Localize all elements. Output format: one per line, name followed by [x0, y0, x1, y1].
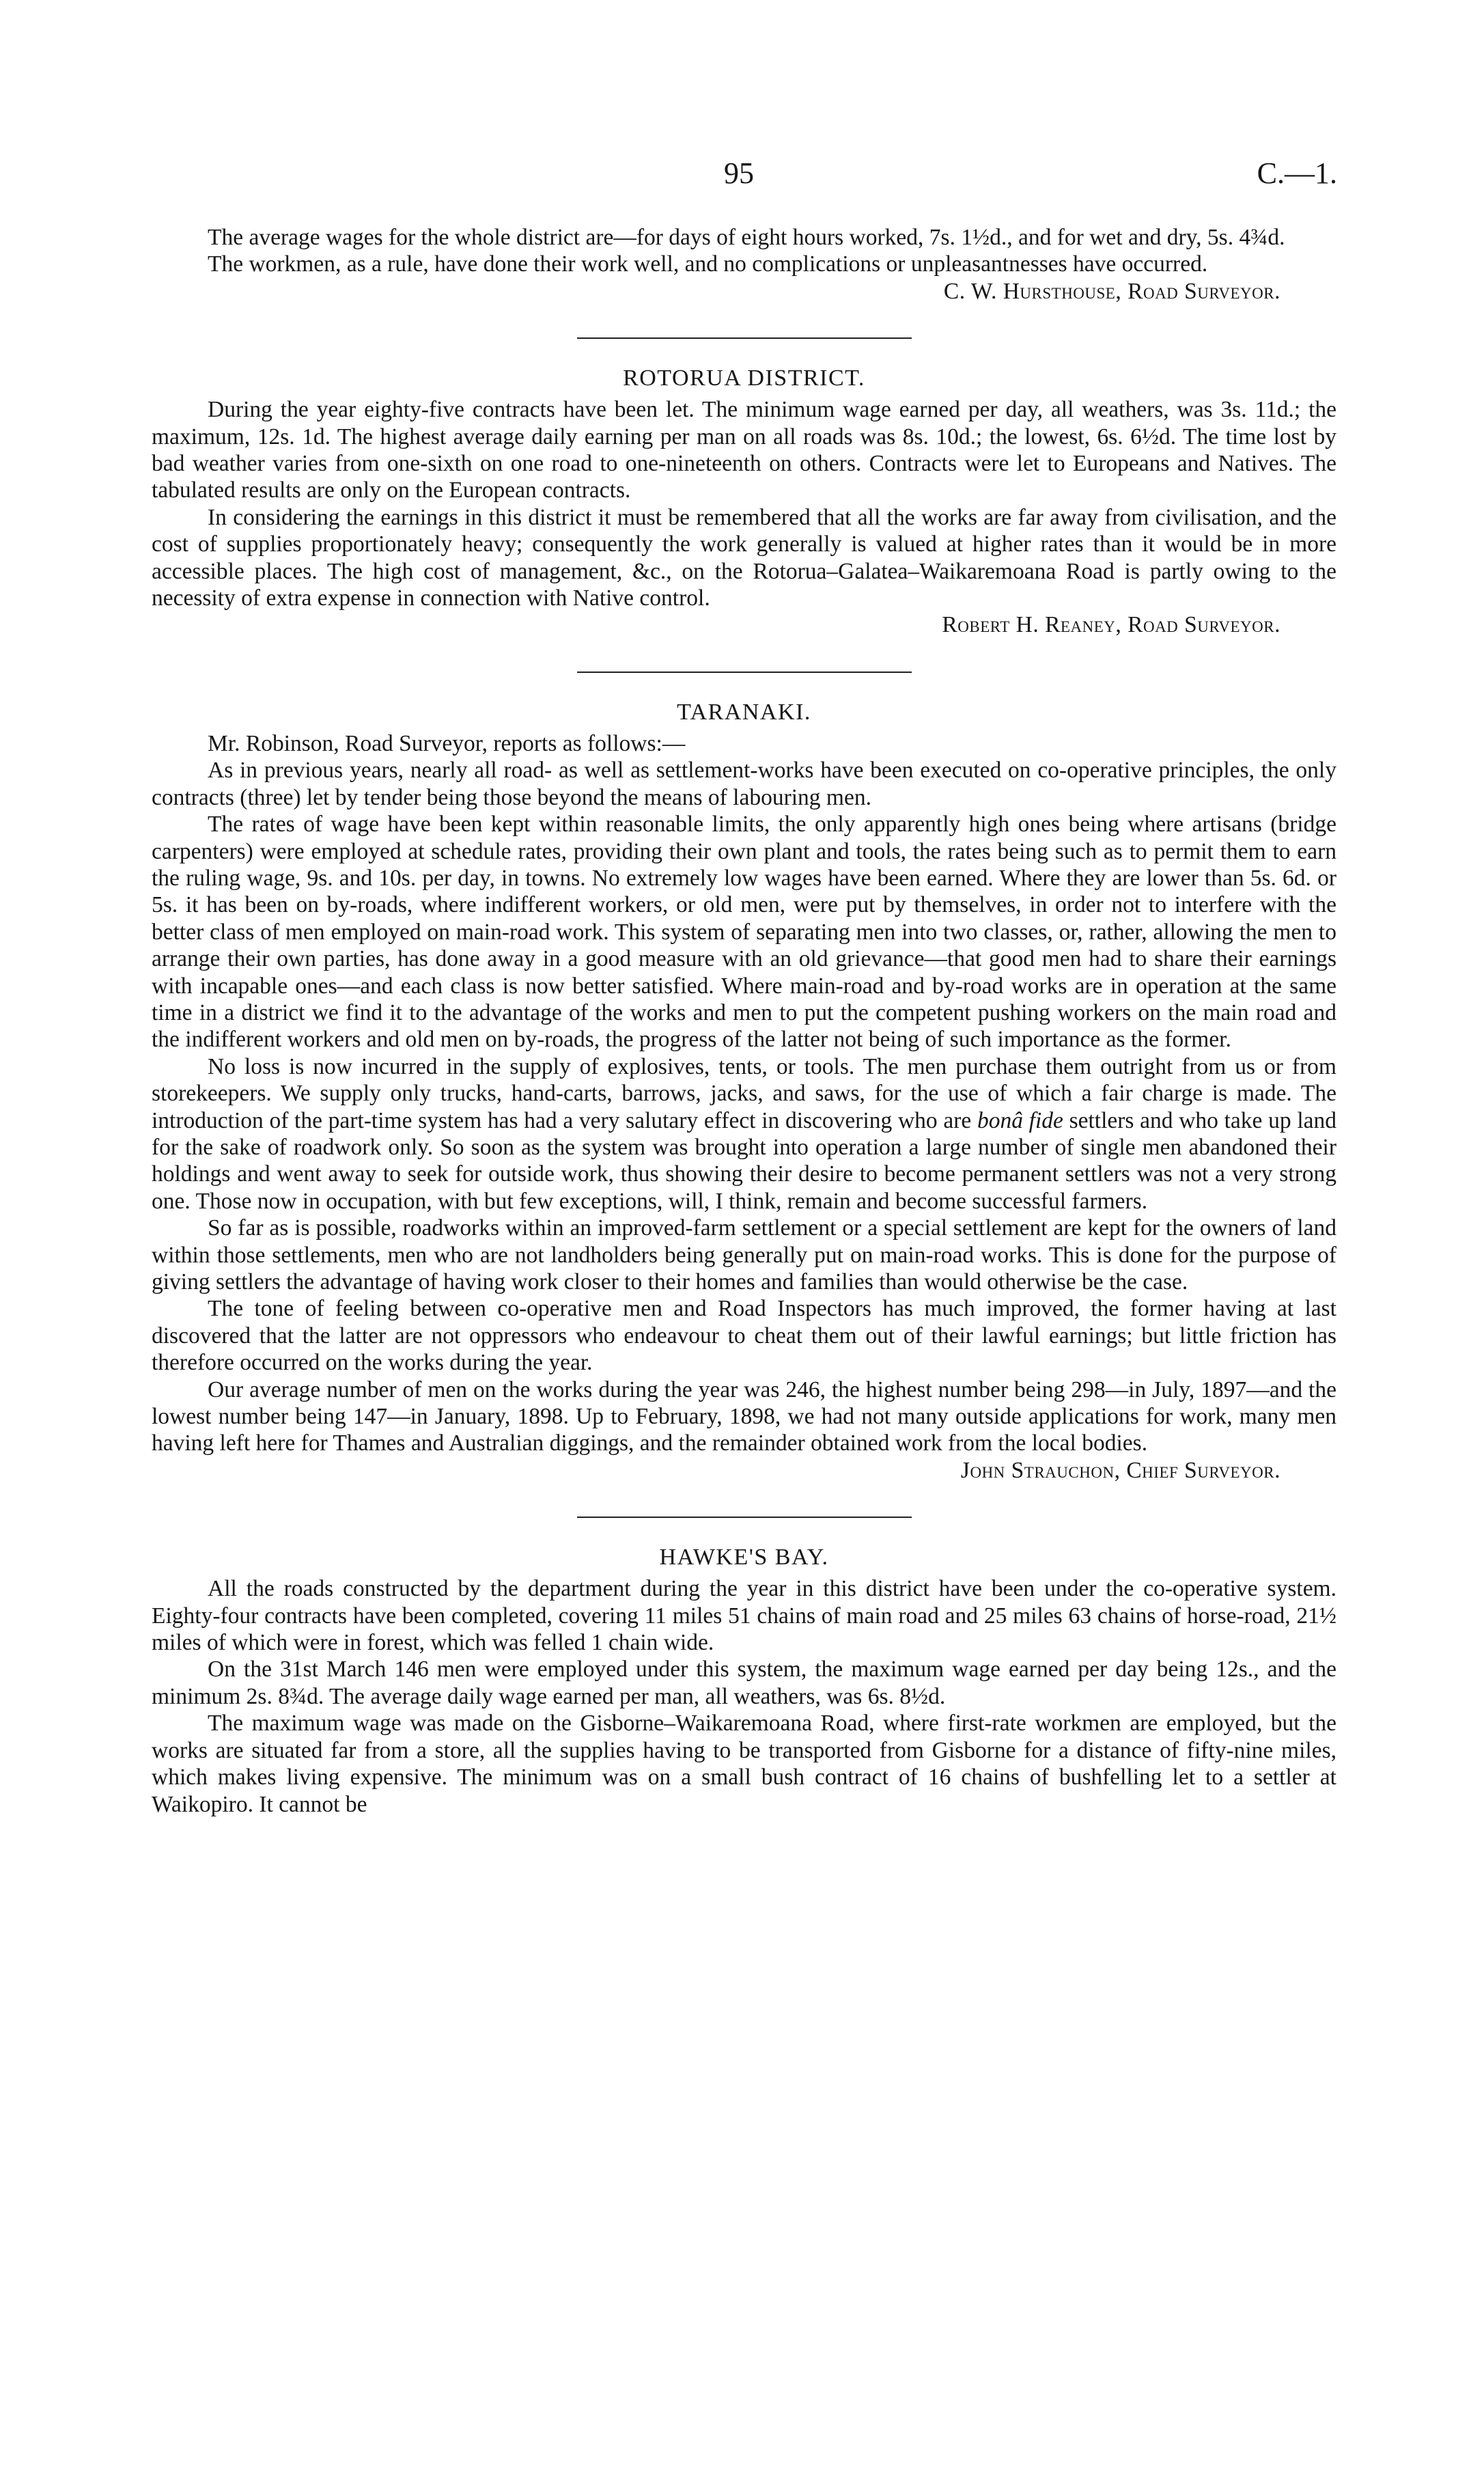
signature: C. W. Hursthouse, Road Surveyor.	[943, 278, 1280, 304]
page-header	[0, 156, 1484, 197]
paragraph: On the 31st March 146 men were employed under this system, the maximum wage earned per day being 12s., and the minimum 2s. 8¾d. The average daily wage earned per man, all weathers, was 6s. 8½d.	[152, 1657, 1336, 1709]
signature: Robert H. Reaney, Road Surveyor.	[942, 612, 1280, 638]
paragraph: The rates of wage have been kept within reasonable limits, the only apparently high ones being where artisans (bridge carpenters) were employed at schedule rates, providing their own plant and tools, the rates being such as to permit them to earn the ruling wage, 9s. and 10s. per day, in towns. No extremely low wages have been earned. Where they are lower than 5s. 6d. or 5s. it has been on by-roads, where indifferent workers, or old men, were put by themselves, in order not to interfere with the better class of men employed on main-road work. This system of separating men into two classes, or, rather, allowing the men to arrange their own parties, has done away in a good measure with an old grievance—that good men had to share their earnings with incapable ones—and each class is now better satisfied. Where main-road and by-road works are in operation at the same time in a district we find it to the advantage of the works and men to put the competent pushing workers on the main road and the indifferent workers and old men on by-roads, the progress of the latter not being of such importance as the former.	[152, 812, 1336, 1053]
paragraph: The average wages for the whole district are—for days of eight hours worked, 7s. 1½d., and for wet and dry, 5s. 4¾d.	[208, 225, 1285, 250]
paragraph: The tone of feeling between co-operative men and Road Inspectors has much improved, the former having at last discovered that the latter are not oppressors who endeavour to cheat them out of their lawful earnings; but little friction has therefore occurred on the works during the year.	[152, 1296, 1336, 1376]
paragraph: In considering the earnings in this district it must be remembered that all the works are far away from civilisation, and the cost of supplies proportionately heavy; consequently the work generally is valued at higher rates than it would be in more accessible places. The high cost of management, &c., on the Rotorua–Galatea–Waikaremoana Road is partly owing to the necessity of extra expense in connection with Native control.	[152, 504, 1336, 611]
page-number: 95	[724, 156, 754, 190]
paragraph: All the roads constructed by the department during the year in this district have been under the co-operative system. Eighty-four contracts have been completed, covering 11 miles 51 chains of main road and 25 miles 63 chains of horse-road, 21½ miles of which were in forest, which was felled 1 chain wide.	[152, 1576, 1336, 1656]
paragraph	[152, 1053, 1336, 1215]
paragraph: So far as is possible, roadworks within an improved-farm settlement or a special settlement are kept for the owners of land within those settlements, men who are not landholders being generally put on main-road works. This is done for the purpose of giving settlers the advantage of having work closer to their homes and families than would otherwise be the case.	[152, 1215, 1336, 1295]
section-divider	[577, 1517, 912, 1518]
paragraph: Mr. Robinson, Road Surveyor, reports as follows:—	[208, 730, 686, 756]
section-heading-rotorua: ROTORUA DISTRICT.	[623, 365, 865, 391]
document-reference: C.—1.	[1257, 156, 1337, 190]
section-heading-hawkes-bay: HAWKE'S BAY.	[659, 1545, 829, 1570]
paragraph: Our average number of men on the works during the year was 246, the highest number being 298—in July, 1897—and the lowest number being 147—in January, 1898. Up to February, 1898, we had not many outside applications for work, many men having left here for Thames and Australian diggings, and the remainder obtained work from the local bodies.	[152, 1376, 1336, 1456]
paragraph: During the year eighty-five contracts have been let. The minimum wage earned per day, all weathers, was 3s. 11d.; the maximum, 12s. 1d. The highest average daily earning per man on all roads was 8s. 10d.; the lowest, 6s. 6½d. The time lost by bad weather varies from one-sixth on one road to one-nineteenth on others. Contracts were let to Europeans and Natives. The tabulated results are only on the European contracts.	[152, 397, 1336, 503]
paragraph: The maximum wage was made on the Gisborne–Waikaremoana Road, where first-rate workmen are employed, but the works are situated far from a store, all the supplies having to be transported from Gisborne for a distance of fifty-nine miles, which makes living expensive. The minimum was on a small bush contract of 16 chains of bushfelling let to a settler at Waikopiro. It cannot be	[152, 1711, 1336, 1817]
text-run: No loss is now incurred in the supply of explosives, tents, or tools. The men purchase them outright from us or from storekeepers. We supply only trucks, hand-carts, barrows, jacks, and saws, for the use of which a fair charge is made. The introduction of the part-time system has had a very salutary effect in discovering who are	[152, 1053, 1336, 1133]
signature: John Strauchon, Chief Surveyor.	[960, 1457, 1280, 1483]
paragraph: As in previous years, nearly all road- as well as settlement-works have been executed on co-operative principles, the only contracts (three) let by tender being those beyond the means of labouring men.	[152, 758, 1336, 810]
paragraph: The workmen, as a rule, have done their work well, and no complications or unpleasantnesses have occurred.	[208, 251, 1208, 277]
page-content	[152, 224, 1336, 1818]
section-divider	[577, 672, 912, 673]
section-divider	[577, 337, 912, 339]
text-run: settlers and who take up land for the sake of roadwork only. So soon as the system was brought into operation a large number of single men abandoned their holdings and went away to seek for outside work, thus showing their desire to become permanent settlers was not a very strong one. Those now in occupation, with but few exceptions, will, I think, remain and become successful farmers.	[152, 1107, 1336, 1214]
italic-text: bonâ fide	[977, 1107, 1063, 1133]
section-heading-taranaki: TARANAKI.	[677, 699, 811, 725]
